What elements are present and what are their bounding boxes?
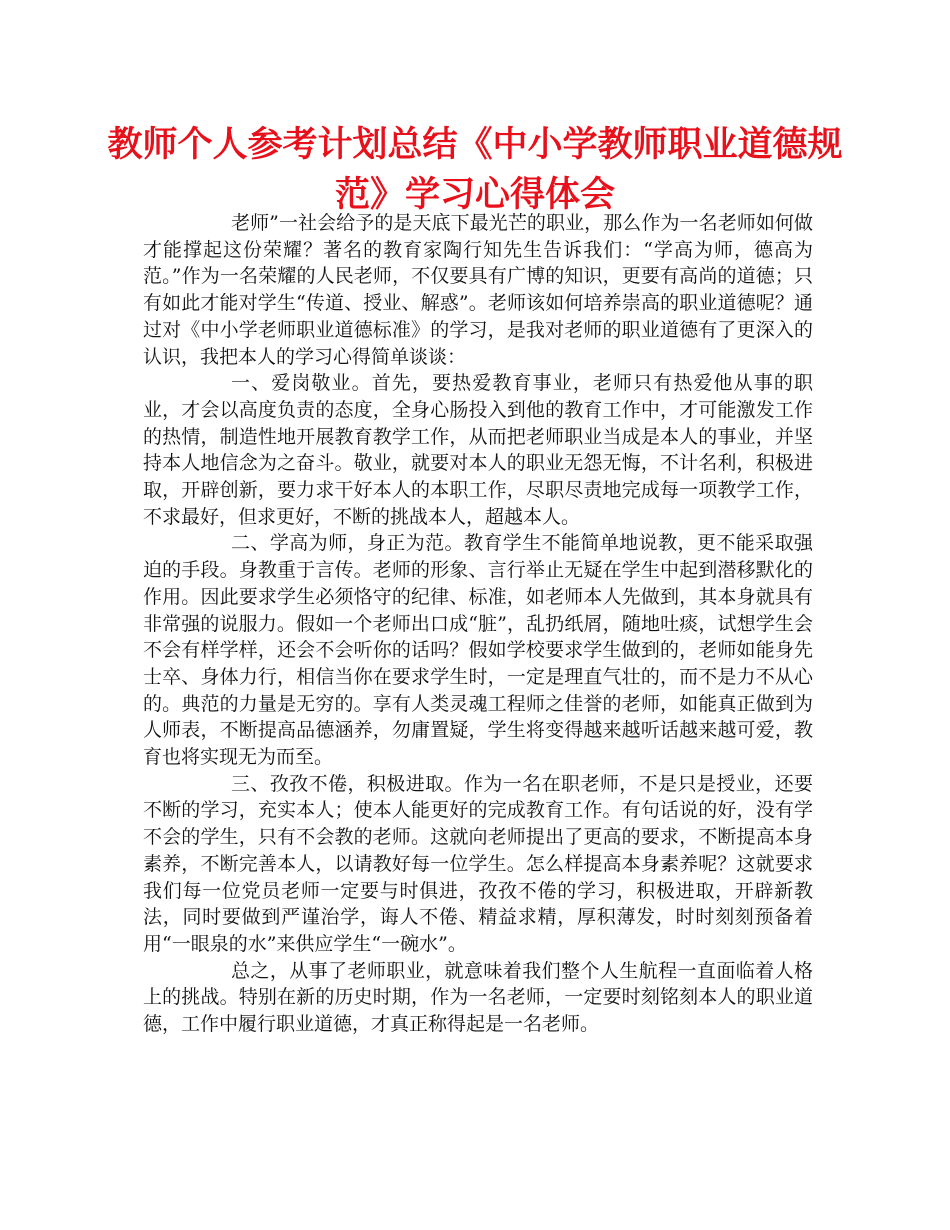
document-title: 教师个人参考计划总结《中小学教师职业道德规范》学习心得体会: [107, 125, 843, 215]
paragraph-section-3: 三、孜孜不倦，积极进取。作为一名在职老师，不是只是授业，还要不断的学习，充实本人；使本人能更好的完成教育工作。有句话说的好，没有学不会的学生，只有不会教的老师。这就向老师提出了更高的要求，不断提高本身素养，不断完善本人，以请教好每一位学生。怎么样提高本身素养呢？这就要求我们每一位党员老师一定要与时俱进，孜孜不倦的学习，积极进取，开辟新教法，同时要做到严谨治学，诲人不倦、精益求精，厚积薄发，时时刻刻预备着用“一眼泉的水”来供应学生“一碗水”。: [143, 772, 813, 955]
paragraph-section-1: 一、爱岗敬业。首先，要热爱教育事业，老师只有热爱他从事的职业，才会以高度负责的态度，全身心肠投入到他的教育工作中，才可能激发工作的热情，制造性地开展教育教学工作，从而把老师职业当成是本人的事业，并坚持本人地信念为之奋斗。敬业，就要对本人的职业无怨无悔，不计名利，积极进取，开辟创新，要力求干好本人的本职工作，尽职尽责地完成每一项教学工作，不求最好，但求更好，不断的挑战本人，超越本人。: [143, 372, 813, 528]
paragraph-conclusion: 总之，从事了老师职业，就意味着我们整个人生航程一直面临着人格上的挑战。特别在新的历史时期，作为一名老师，一定要时刻铭刻本人的职业道德，工作中履行职业道德，才真正称得起是一名老师。: [143, 959, 813, 1036]
paragraph-section-2: 二、学高为师，身正为范。教育学生不能简单地说教，更不能采取强迫的手段。身教重于言传。老师的形象、言行举止无疑在学生中起到潜移默化的作用。因此要求学生必须恪守的纪律、标准，如老师本人先做到，其本身就具有非常强的说服力。假如一个老师出口成“脏”，乱扔纸屑，随地吐痰，试想学生会不会有样学样，还会不会听你的话吗？假如学校要求学生做到的，老师如能身先士卒、身体力行，相信当你在要求学生时，一定是理直气壮的，而不是力不从心的。典范的力量是无穷的。享有人类灵魂工程师之佳誉的老师，如能真正做到为人师表，不断提高品德涵养，勿庸置疑，学生将变得越来越听话越来越可爱，教育也将实现无为而至。: [143, 532, 813, 769]
paragraph-intro: 老师”一社会给予的是天底下最光芒的职业，那么作为一名老师如何做才能撑起这份荣耀？著名的教育家陶行知先生告诉我们：“学高为师，德高为范。”作为一名荣耀的人民老师，不仅要具有广博的知识，更要有高尚的道德；只有如此才能对学生“传道、授业、解惑”。老师该如何培养崇高的职业道德呢？通过对《中小学老师职业道德标准》的学习，是我对老师的职业道德有了更深入的认识，我把本人的学习心得简单谈谈：: [143, 212, 813, 368]
document-body: [143, 210, 813, 1038]
